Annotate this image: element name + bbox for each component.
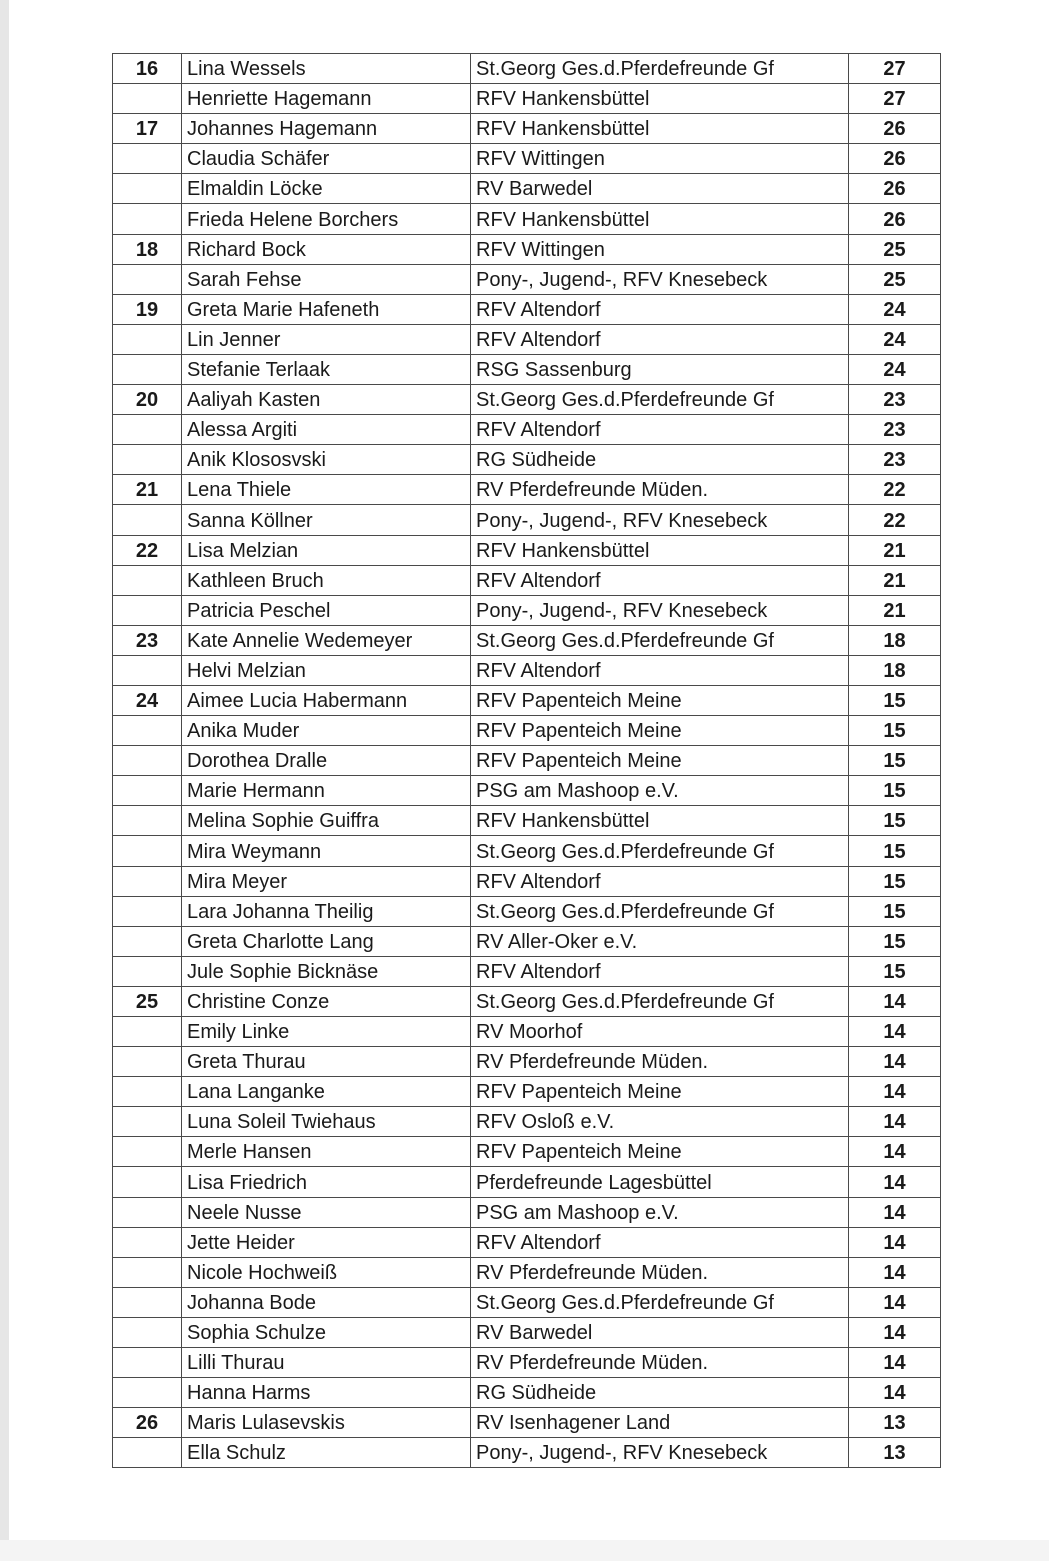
- club-cell: St.Georg Ges.d.Pferdefreunde Gf: [471, 836, 849, 866]
- score-cell: 14: [849, 1348, 941, 1378]
- club-cell: St.Georg Ges.d.Pferdefreunde Gf: [471, 896, 849, 926]
- table-row: [113, 174, 941, 204]
- club-cell: Pony-, Jugend-, RFV Knesebeck: [471, 1438, 849, 1468]
- club-cell: RV Barwedel: [471, 174, 849, 204]
- table-row: [113, 234, 941, 264]
- placement-cell: [113, 1317, 182, 1347]
- score-cell: 15: [849, 776, 941, 806]
- table-row: [113, 385, 941, 415]
- club-cell: RV Isenhagener Land: [471, 1408, 849, 1438]
- score-cell: 23: [849, 445, 941, 475]
- page-bottom-edge: [0, 1540, 1049, 1561]
- rider-name-cell: Johannes Hagemann: [182, 114, 471, 144]
- table-row: [113, 1227, 941, 1257]
- club-cell: RFV Hankensbüttel: [471, 806, 849, 836]
- score-cell: 14: [849, 1257, 941, 1287]
- club-cell: RFV Altendorf: [471, 324, 849, 354]
- score-cell: 14: [849, 1047, 941, 1077]
- placement-cell: [113, 896, 182, 926]
- score-cell: 15: [849, 685, 941, 715]
- score-cell: 14: [849, 1107, 941, 1137]
- table-row: [113, 896, 941, 926]
- placement-cell: [113, 746, 182, 776]
- rider-name-cell: Elmaldin Löcke: [182, 174, 471, 204]
- rider-name-cell: Kathleen Bruch: [182, 565, 471, 595]
- table-row: [113, 655, 941, 685]
- score-cell: 25: [849, 264, 941, 294]
- placement-cell: 20: [113, 385, 182, 415]
- placement-cell: [113, 1017, 182, 1047]
- rider-name-cell: Greta Thurau: [182, 1047, 471, 1077]
- rider-name-cell: Jette Heider: [182, 1227, 471, 1257]
- placement-cell: [113, 354, 182, 384]
- score-cell: 23: [849, 415, 941, 445]
- placement-cell: [113, 716, 182, 746]
- table-row: [113, 716, 941, 746]
- rider-name-cell: Hanna Harms: [182, 1378, 471, 1408]
- table-row: [113, 264, 941, 294]
- rider-name-cell: Nicole Hochweiß: [182, 1257, 471, 1287]
- placement-cell: [113, 806, 182, 836]
- table-row: [113, 1107, 941, 1137]
- rider-name-cell: Claudia Schäfer: [182, 144, 471, 174]
- table-row: [113, 1438, 941, 1468]
- rider-name-cell: Richard Bock: [182, 234, 471, 264]
- club-cell: RV Pferdefreunde Müden.: [471, 475, 849, 505]
- table-row: [113, 1047, 941, 1077]
- club-cell: RFV Papenteich Meine: [471, 716, 849, 746]
- table-row: [113, 926, 941, 956]
- placement-cell: 19: [113, 294, 182, 324]
- table-row: [113, 1408, 941, 1438]
- rider-name-cell: Greta Marie Hafeneth: [182, 294, 471, 324]
- placement-cell: [113, 595, 182, 625]
- score-cell: 23: [849, 385, 941, 415]
- club-cell: RFV Altendorf: [471, 956, 849, 986]
- table-row: [113, 114, 941, 144]
- club-cell: RFV Altendorf: [471, 866, 849, 896]
- club-cell: RV Pferdefreunde Müden.: [471, 1047, 849, 1077]
- table-row: [113, 866, 941, 896]
- results-table: [112, 53, 941, 1468]
- score-cell: 15: [849, 866, 941, 896]
- rider-name-cell: Jule Sophie Bicknäse: [182, 956, 471, 986]
- score-cell: 15: [849, 716, 941, 746]
- rider-name-cell: Anik Klososvski: [182, 445, 471, 475]
- club-cell: St.Georg Ges.d.Pferdefreunde Gf: [471, 385, 849, 415]
- club-cell: RG Südheide: [471, 1378, 849, 1408]
- score-cell: 14: [849, 1167, 941, 1197]
- placement-cell: [113, 1348, 182, 1378]
- table-row: [113, 475, 941, 505]
- score-cell: 27: [849, 84, 941, 114]
- score-cell: 15: [849, 746, 941, 776]
- placement-cell: 24: [113, 685, 182, 715]
- table-row: [113, 806, 941, 836]
- table-row: [113, 685, 941, 715]
- placement-cell: [113, 144, 182, 174]
- club-cell: RFV Hankensbüttel: [471, 114, 849, 144]
- score-cell: 24: [849, 294, 941, 324]
- score-cell: 13: [849, 1408, 941, 1438]
- table-row: [113, 144, 941, 174]
- placement-cell: [113, 445, 182, 475]
- table-row: [113, 294, 941, 324]
- table-row: [113, 204, 941, 234]
- placement-cell: [113, 1227, 182, 1257]
- rider-name-cell: Emily Linke: [182, 1017, 471, 1047]
- rider-name-cell: Alessa Argiti: [182, 415, 471, 445]
- club-cell: Pferdefreunde Lagesbüttel: [471, 1167, 849, 1197]
- rider-name-cell: Anika Muder: [182, 716, 471, 746]
- club-cell: RV Pferdefreunde Müden.: [471, 1348, 849, 1378]
- table-row: [113, 1137, 941, 1167]
- club-cell: St.Georg Ges.d.Pferdefreunde Gf: [471, 1287, 849, 1317]
- club-cell: RG Südheide: [471, 445, 849, 475]
- table-row: [113, 595, 941, 625]
- club-cell: RFV Altendorf: [471, 1227, 849, 1257]
- rider-name-cell: Johanna Bode: [182, 1287, 471, 1317]
- table-row: [113, 1287, 941, 1317]
- table-row: [113, 1167, 941, 1197]
- score-cell: 14: [849, 1227, 941, 1257]
- placement-cell: [113, 655, 182, 685]
- placement-cell: [113, 415, 182, 445]
- rider-name-cell: Helvi Melzian: [182, 655, 471, 685]
- placement-cell: 21: [113, 475, 182, 505]
- table-row: [113, 625, 941, 655]
- table-row: [113, 565, 941, 595]
- rider-name-cell: Lena Thiele: [182, 475, 471, 505]
- club-cell: Pony-, Jugend-, RFV Knesebeck: [471, 505, 849, 535]
- placement-cell: 26: [113, 1408, 182, 1438]
- rider-name-cell: Lina Wessels: [182, 54, 471, 84]
- rider-name-cell: Lin Jenner: [182, 324, 471, 354]
- club-cell: RFV Hankensbüttel: [471, 84, 849, 114]
- rider-name-cell: Maris Lulasevskis: [182, 1408, 471, 1438]
- table-row: [113, 84, 941, 114]
- placement-cell: [113, 204, 182, 234]
- placement-cell: 16: [113, 54, 182, 84]
- table-row: [113, 1348, 941, 1378]
- placement-cell: [113, 1047, 182, 1077]
- table-row: [113, 776, 941, 806]
- placement-cell: [113, 836, 182, 866]
- placement-cell: [113, 324, 182, 354]
- club-cell: RFV Altendorf: [471, 655, 849, 685]
- score-cell: 24: [849, 324, 941, 354]
- rider-name-cell: Merle Hansen: [182, 1137, 471, 1167]
- table-row: [113, 1197, 941, 1227]
- club-cell: RFV Papenteich Meine: [471, 1137, 849, 1167]
- score-cell: 14: [849, 1317, 941, 1347]
- club-cell: RFV Wittingen: [471, 234, 849, 264]
- table-row: [113, 54, 941, 84]
- score-cell: 22: [849, 475, 941, 505]
- score-cell: 14: [849, 1077, 941, 1107]
- rider-name-cell: Aaliyah Kasten: [182, 385, 471, 415]
- table-row: [113, 354, 941, 384]
- placement-cell: 22: [113, 535, 182, 565]
- table-row: [113, 836, 941, 866]
- score-cell: 25: [849, 234, 941, 264]
- table-row: [113, 505, 941, 535]
- score-cell: 15: [849, 956, 941, 986]
- placement-cell: 23: [113, 625, 182, 655]
- score-cell: 15: [849, 896, 941, 926]
- placement-cell: [113, 1107, 182, 1137]
- placement-cell: [113, 1257, 182, 1287]
- rider-name-cell: Henriette Hagemann: [182, 84, 471, 114]
- club-cell: RV Moorhof: [471, 1017, 849, 1047]
- club-cell: RFV Papenteich Meine: [471, 1077, 849, 1107]
- results-table-body: [113, 54, 941, 1468]
- placement-cell: [113, 1077, 182, 1107]
- placement-cell: 18: [113, 234, 182, 264]
- rider-name-cell: Neele Nusse: [182, 1197, 471, 1227]
- rider-name-cell: Lisa Friedrich: [182, 1167, 471, 1197]
- club-cell: St.Georg Ges.d.Pferdefreunde Gf: [471, 986, 849, 1016]
- rider-name-cell: Mira Weymann: [182, 836, 471, 866]
- rider-name-cell: Sophia Schulze: [182, 1317, 471, 1347]
- rider-name-cell: Melina Sophie Guiffra: [182, 806, 471, 836]
- club-cell: PSG am Mashoop e.V.: [471, 776, 849, 806]
- table-row: [113, 956, 941, 986]
- table-row: [113, 445, 941, 475]
- rider-name-cell: Lara Johanna Theilig: [182, 896, 471, 926]
- score-cell: 18: [849, 655, 941, 685]
- score-cell: 26: [849, 204, 941, 234]
- placement-cell: [113, 174, 182, 204]
- table-row: [113, 986, 941, 1016]
- club-cell: RV Aller-Oker e.V.: [471, 926, 849, 956]
- page-left-edge: [0, 0, 9, 1540]
- placement-cell: [113, 1137, 182, 1167]
- table-row: [113, 324, 941, 354]
- score-cell: 24: [849, 354, 941, 384]
- score-cell: 13: [849, 1438, 941, 1468]
- score-cell: 14: [849, 1137, 941, 1167]
- score-cell: 15: [849, 926, 941, 956]
- placement-cell: 25: [113, 986, 182, 1016]
- rider-name-cell: Frieda Helene Borchers: [182, 204, 471, 234]
- score-cell: 21: [849, 595, 941, 625]
- placement-cell: [113, 926, 182, 956]
- table-row: [113, 746, 941, 776]
- table-row: [113, 1077, 941, 1107]
- placement-cell: [113, 1378, 182, 1408]
- rider-name-cell: Aimee Lucia Habermann: [182, 685, 471, 715]
- score-cell: 14: [849, 1287, 941, 1317]
- club-cell: RFV Altendorf: [471, 415, 849, 445]
- rider-name-cell: Luna Soleil Twiehaus: [182, 1107, 471, 1137]
- rider-name-cell: Sarah Fehse: [182, 264, 471, 294]
- score-cell: 22: [849, 505, 941, 535]
- table-row: [113, 1017, 941, 1047]
- table-row: [113, 535, 941, 565]
- placement-cell: [113, 776, 182, 806]
- score-cell: 14: [849, 1378, 941, 1408]
- club-cell: RFV Osloß e.V.: [471, 1107, 849, 1137]
- score-cell: 15: [849, 836, 941, 866]
- table-row: [113, 1257, 941, 1287]
- club-cell: RV Barwedel: [471, 1317, 849, 1347]
- score-cell: 26: [849, 174, 941, 204]
- club-cell: St.Georg Ges.d.Pferdefreunde Gf: [471, 625, 849, 655]
- placement-cell: [113, 1197, 182, 1227]
- club-cell: RFV Altendorf: [471, 294, 849, 324]
- rider-name-cell: Dorothea Dralle: [182, 746, 471, 776]
- placement-cell: [113, 1438, 182, 1468]
- rider-name-cell: Lisa Melzian: [182, 535, 471, 565]
- rider-name-cell: Greta Charlotte Lang: [182, 926, 471, 956]
- score-cell: 21: [849, 565, 941, 595]
- score-cell: 21: [849, 535, 941, 565]
- placement-cell: [113, 1287, 182, 1317]
- score-cell: 27: [849, 54, 941, 84]
- club-cell: RV Pferdefreunde Müden.: [471, 1257, 849, 1287]
- table-row: [113, 1378, 941, 1408]
- club-cell: Pony-, Jugend-, RFV Knesebeck: [471, 595, 849, 625]
- club-cell: RSG Sassenburg: [471, 354, 849, 384]
- placement-cell: [113, 264, 182, 294]
- placement-cell: [113, 84, 182, 114]
- placement-cell: 17: [113, 114, 182, 144]
- club-cell: RFV Papenteich Meine: [471, 685, 849, 715]
- rider-name-cell: Lana Langanke: [182, 1077, 471, 1107]
- club-cell: RFV Hankensbüttel: [471, 204, 849, 234]
- score-cell: 26: [849, 114, 941, 144]
- placement-cell: [113, 956, 182, 986]
- table-row: [113, 415, 941, 445]
- placement-cell: [113, 505, 182, 535]
- rider-name-cell: Stefanie Terlaak: [182, 354, 471, 384]
- rider-name-cell: Kate Annelie Wedemeyer: [182, 625, 471, 655]
- rider-name-cell: Lilli Thurau: [182, 1348, 471, 1378]
- rider-name-cell: Sanna Köllner: [182, 505, 471, 535]
- rider-name-cell: Patricia Peschel: [182, 595, 471, 625]
- club-cell: RFV Altendorf: [471, 565, 849, 595]
- table-row: [113, 1317, 941, 1347]
- rider-name-cell: Christine Conze: [182, 986, 471, 1016]
- club-cell: RFV Papenteich Meine: [471, 746, 849, 776]
- club-cell: RFV Hankensbüttel: [471, 535, 849, 565]
- club-cell: RFV Wittingen: [471, 144, 849, 174]
- rider-name-cell: Marie Hermann: [182, 776, 471, 806]
- score-cell: 18: [849, 625, 941, 655]
- club-cell: St.Georg Ges.d.Pferdefreunde Gf: [471, 54, 849, 84]
- rider-name-cell: Mira Meyer: [182, 866, 471, 896]
- club-cell: PSG am Mashoop e.V.: [471, 1197, 849, 1227]
- score-cell: 15: [849, 806, 941, 836]
- placement-cell: [113, 1167, 182, 1197]
- club-cell: Pony-, Jugend-, RFV Knesebeck: [471, 264, 849, 294]
- score-cell: 14: [849, 1017, 941, 1047]
- placement-cell: [113, 866, 182, 896]
- rider-name-cell: Ella Schulz: [182, 1438, 471, 1468]
- placement-cell: [113, 565, 182, 595]
- score-cell: 26: [849, 144, 941, 174]
- score-cell: 14: [849, 1197, 941, 1227]
- score-cell: 14: [849, 986, 941, 1016]
